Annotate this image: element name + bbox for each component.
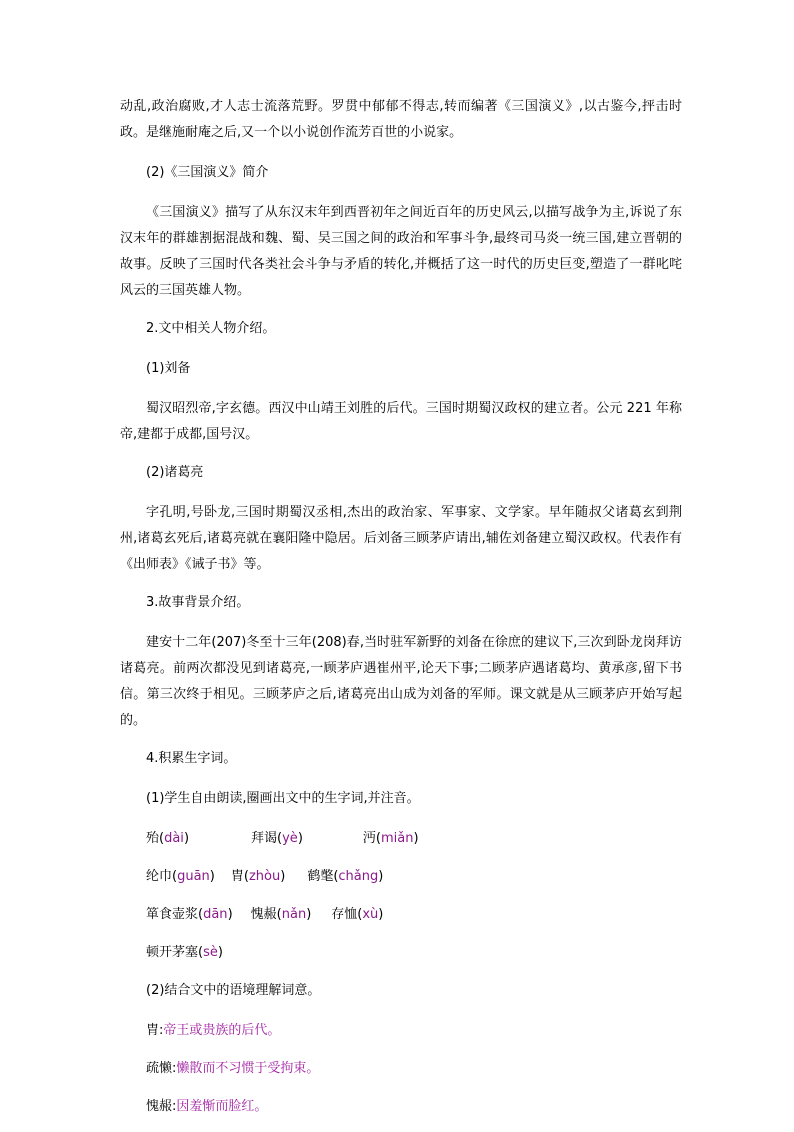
vocab-item — [146, 945, 223, 960]
vocab-pinyin: xù — [362, 907, 379, 922]
section-2-1-body: 蜀汉昭烈帝,字玄德。西汉中山靖王刘胜的后代。三国时期蜀汉政权的建立者。公元 221 年称帝,建都于成都,国号汉。 — [120, 401, 682, 442]
section-4-2-heading: (2)结合文中的语境理解词意。 — [146, 983, 321, 998]
paren-open: ( — [198, 945, 204, 960]
vocab-pinyin: zhòu — [248, 869, 281, 884]
vocab-item — [251, 907, 312, 922]
paren-open: ( — [172, 869, 178, 884]
paren-close: ) — [209, 869, 215, 884]
paren-close: ) — [183, 831, 190, 846]
section-1-2-heading: (2)《三国演义》简介 — [146, 165, 269, 180]
definition-item — [120, 1094, 682, 1120]
vocab-word: 箪食壶浆 — [146, 907, 199, 922]
vocab-row — [120, 940, 682, 966]
paren-close: ) — [227, 907, 233, 922]
vocab-pinyin: guān — [177, 869, 210, 884]
section-2-2-body: 字孔明,号卧龙,三国时期蜀汉丞相,杰出的政治家、军事家、文学家。早年随叔父诸葛玄到荆州,诸葛玄死后,诸葛亮就在襄阳隆中隐居。后刘备三顾茅庐请出,辅佐刘备建立蜀汉政权。代表作有《出师表》《诫子书》等。 — [120, 505, 682, 572]
vocab-word: 存恤 — [331, 907, 358, 922]
paren-close: ) — [306, 907, 312, 922]
section-2-2-heading: (2)诸葛亮 — [146, 465, 204, 480]
vocab-pinyin: nǎn — [281, 907, 307, 922]
vocab-row — [120, 826, 682, 852]
vocab-word: 胄 — [230, 869, 244, 884]
section-2-heading: 2.文中相关人物介绍。 — [146, 321, 276, 336]
vocab-word: 鹤氅 — [307, 869, 334, 884]
paren-open: ( — [375, 831, 381, 846]
section-3-heading: 3.故事背景介绍。 — [146, 595, 250, 610]
section-4-heading: 4.积累生字词。 — [146, 751, 237, 766]
vocab-item — [146, 869, 215, 884]
definition-list — [120, 1018, 682, 1120]
vocab-word: 纶巾 — [146, 869, 173, 884]
paren-close: ) — [217, 945, 223, 960]
vocab-word: 愧赧 — [250, 907, 277, 922]
paren-open: ( — [277, 831, 283, 846]
vocab-pinyin: chǎng — [338, 869, 379, 884]
vocab-item — [363, 831, 419, 846]
paren-open: ( — [243, 869, 249, 884]
definition-item — [120, 1056, 682, 1082]
vocab-item — [251, 831, 303, 846]
section-3-body: 建安十二年(207)冬至十三年(208)春,当时驻军新野的刘备在徐庶的建议下,三次到卧龙岗拜访诸葛亮。前两次都没见到诸葛亮,一顾茅庐遇崔州平,论天下事;二顾茅庐遇诸葛均、黄承彦,留下书信。第三次终于相见。三顾茅庐之后,诸葛亮出山成为刘备的军师。课文就是从三顾茅庐开始写起的。 — [120, 635, 682, 728]
definition-term: 愧赧: — [146, 1099, 177, 1114]
intro-continuation: 动乱,政治腐败,才人志士流落荒野。罗贯中郁郁不得志,转而编著《三国演义》,以古鉴今,抨击时政。是继施耐庵之后,又一个以小说创作流芳百世的小说家。 — [120, 99, 682, 140]
vocab-row — [120, 902, 682, 928]
vocab-pinyin: miǎn — [380, 831, 414, 846]
vocab-pinyin: yè — [282, 831, 298, 846]
vocab-pinyin: sè — [203, 945, 218, 960]
vocab-pinyin: dān — [203, 907, 228, 922]
vocab-word: 顿开茅塞 — [146, 945, 199, 960]
vocab-item — [231, 869, 285, 884]
paren-open: ( — [333, 869, 339, 884]
vocab-item — [146, 907, 233, 922]
definition-meaning: 懒散而不习惯于受拘束。 — [176, 1061, 320, 1076]
definition-item — [120, 1018, 682, 1044]
definition-meaning: 因羞惭而脸红。 — [176, 1099, 268, 1114]
paren-open: ( — [159, 831, 165, 846]
paren-open: ( — [198, 907, 204, 922]
paren-close: ) — [280, 869, 286, 884]
vocab-word: 沔 — [362, 831, 376, 846]
paren-open: ( — [276, 907, 282, 922]
paren-close: ) — [378, 869, 384, 884]
paren-close: ) — [413, 831, 419, 846]
document-body — [120, 94, 682, 1132]
vocab-item — [331, 907, 383, 922]
paren-open: ( — [357, 907, 363, 922]
vocab-item — [307, 869, 383, 884]
section-2-1-heading: (1)刘备 — [146, 361, 191, 376]
vocab-item — [146, 831, 189, 846]
paren-close: ) — [378, 907, 384, 922]
section-1-2-body: 《三国演义》描写了从东汉末年到西晋初年之间近百年的历史风云,以描写战争为主,诉说了东汉末年的群雄割据混战和魏、蜀、吴三国之间的政治和军事斗争,最终司马炎一统三国,建立晋朝的故事。反映了三国时代各类社会斗争与矛盾的转化,并概括了这一时代的历史巨变,塑造了一群叱咤风云的三国英雄人物。 — [120, 205, 682, 298]
definition-term: 胄: — [146, 1023, 164, 1038]
vocab-row — [120, 864, 682, 890]
section-4-1-heading: (1)学生自由朗读,圈画出文中的生字词,并注音。 — [146, 791, 420, 806]
vocab-word: 拜谒 — [251, 831, 278, 846]
vocab-pinyin: dài — [164, 831, 184, 846]
vocab-word: 殆 — [146, 831, 160, 846]
vocab-list — [120, 826, 682, 966]
definition-meaning: 帝王或贵族的后代。 — [163, 1023, 281, 1038]
definition-term: 疏懒: — [146, 1061, 177, 1076]
paren-close: ) — [297, 831, 303, 846]
